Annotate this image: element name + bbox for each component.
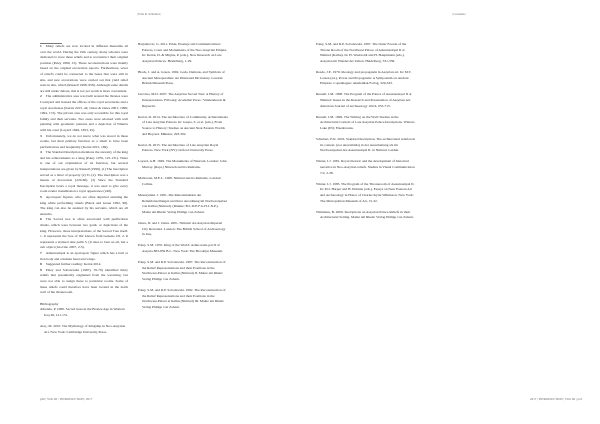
endnote-text: Unfortunately, we do not know what was stored in these rooms, but their primary function as a small to have been performances and hospitality (Kertai 2015, 169). bbox=[40, 133, 128, 149]
references-list-middle bbox=[138, 42, 228, 311]
endnote-number: 1 bbox=[40, 44, 42, 48]
reference-entry: Paley, S.M. and R.P. Sobolewski. 1987. The Reconstruction of the Relief Representations and their Positions in the Northwest-Palace at Kalhu (Nimrud) II. Mainz am Rhein: Verlag Philipp von Zabern. bbox=[138, 260, 226, 281]
running-head-right: | Contents | bbox=[452, 12, 467, 16]
running-head-left: | Erik R. Schubert | bbox=[137, 12, 162, 16]
endnote-number: 9 bbox=[40, 267, 42, 272]
endnote-text: Suggested further reading: Kertai 2014. bbox=[45, 262, 102, 267]
endnotes-list bbox=[40, 44, 128, 296]
endnote bbox=[40, 268, 128, 296]
reference-entry: Reade, J.E. 1979. Ideology and propaganda in Assyrian art. In: M.T. Larsen (ed.), Power and Propaganda: A Symposium on Ancient Empires. Copenhagen: Akademisk Forlag, 329-343. bbox=[316, 69, 412, 86]
endnote-number: 5 bbox=[40, 195, 42, 200]
reference-entry: Meuszyński, J. 1981. Die Rekonstruktion der Reliefdarstellungen und ihrer Anordnung im Nordwestpalast von Kalhu (Nimrud). (Räume: B.C.D.E.F.G.H.L.N.P.). Mainz am Rhein: Verlag Philipp von Zabern. bbox=[138, 193, 227, 214]
endnote-text: Apotropaic figures, who are often depicted assisting the king while performing rituals (Black and Green 1992, 98). The king can also be assisted by his servants, which are all eunuchs. bbox=[40, 195, 128, 216]
reference-entry: Paley, S.M. 1976. King of the World: Ashur-nasir-pal II of Assyria 883-859 B.C. New York: The Brooklyn Museum. bbox=[138, 243, 223, 253]
endnote-number: 8 bbox=[40, 262, 42, 267]
endnote bbox=[40, 251, 128, 262]
reference-entry: Mallowan, M.E.L. 1966. Nimrud and its Remains. London: Collins. bbox=[138, 176, 222, 186]
bibliography-heading: Bibliography bbox=[40, 301, 59, 306]
endnote-number: 4 bbox=[40, 150, 42, 155]
endnote-number: 7 bbox=[40, 250, 42, 255]
footer-left: p20 | VOL III | INTRODUCTION | 2017 bbox=[40, 397, 93, 401]
reference-entry: Oates, D. and J. Oates. 2001. Nimrud: An Assyrian Imperial City Revealed. London: The British School of Archaeology in Iraq. bbox=[138, 221, 226, 237]
reference-entry: Kertai, D. 2014. The Architecture of Community. Achievements of Late Assyrian Palaces. In: Gaspa, S. et al. (eds.), From Source to History: Studies on Ancient Near Eastern Worlds and Beyond. Münster, 293-302. bbox=[138, 114, 228, 136]
endnote-text: The Standard Inscription mentions the ancestry of the king and his achievements as a king (Paley 1976, 125-131). There is one of our explanation of its function, but several interpretations are given by Russell (1999). (1) The inscription served as a label of property (2) To (2). The inscription was a means of decoration (220-60). (3) Since the Standard Inscription bears a royal message, it was used to give every room reader transmission a royal appearance (240). bbox=[40, 150, 128, 194]
endnote bbox=[40, 217, 128, 251]
reference-entry: Barjamovic, G. 2011. Pride, Prestige and Commemoration: Palaces, Court and Monuments of the Neo-Assyrian Empire. In: Kertai, D. & Miglus, P. (eds.), New Research on Late Assyrian Palaces. Heidelberg, 1-29. bbox=[138, 42, 228, 63]
endnote-text: The Sacred tree is often associated with purification rituals, which were between two genii, or depictions of the king. However, those interpretations of the Sacred Tree itself. 1. It represents the 'tree of life' known from Genesis 2:9. 2. It represents a stylised date palm 3. (It rises to bear us all, but a cult object (Giovino 2007, 2-3). bbox=[40, 217, 128, 250]
reference-entry: Paley, S.M. and R.P. Sobolewski. 1997. The Outer Facade of the Throne Room of the Northwest Palace of Ashurnasirpal II at Nimrud (Kalhu). In: H. Waetzoldt and H. Hauptmann (eds.), Assyrien im Wandel der Zeiten. Heidelberg, 331-336. bbox=[316, 42, 407, 63]
endnote-text: Many reliefs are now located in different museums all over the world. During the 19th century, many scholars were dedicated to trace these reliefs and to reconstruct their original position (Paley 1869, 15). These reconstructions were mainly based on the original excavation reports. Furthermore, sever of relief's could be connected to the bases that were still in situ, and new excavations were carried out that yield relief rests in situ, which (Russell 1998, 658). Although some details are still under debate, this is not yet worth is more convenient. bbox=[40, 44, 128, 93]
endnote bbox=[40, 150, 128, 195]
endnote bbox=[40, 195, 128, 217]
reference-entry: Kertai, D. 2015. The Architecture of Late Assyrian Royal Palaces. New York (NY): Oxford University Press. bbox=[138, 142, 219, 153]
bibliography-entry: Albenda, P. 1986. Sacred trees in the Bronze Age in Western Iraq 48, 121-151. bbox=[40, 307, 125, 317]
references-column-middle bbox=[138, 42, 228, 316]
endnote-text: Paley and Sobolewski (1987), 76-79) identified thirty reliefs that presumably originated from the westwing, but were not able to assign these to particular rooms. Some of these reliefs could therefore have been located in the north wall of the throneroom. bbox=[40, 267, 128, 295]
references-list-right bbox=[316, 42, 416, 221]
reference-entry: Winter, I.J. 1981. Royal rhetoric and the development of historical narrative in Neo-Assyrian reliefs. Studies in Visual Communication 7/2, 2-38. bbox=[316, 159, 415, 175]
bibliography-entry: Ataç, M. 2010. The Mythology of Kingship in Neo-Assyrian Art. New York: Cambridge University Press. bbox=[40, 324, 126, 334]
bibliography-list bbox=[40, 307, 128, 335]
reference-entry: Russell, J.M. 1998. The Program of the Palace of Assurnasirpal II at Nimrud: Issues in the Research and Presentation of Assyrian Art. American Journal of Archaeology 102/4, 655-715. bbox=[316, 92, 412, 108]
endnote-number: 6 bbox=[40, 217, 42, 222]
reference-entry: Wittmann, B. 2009. Inscriptions on Assyrian Palace Reliefs in their Architectural Setting. Mainz am Rhein: Verlag Philipp von Zabern. bbox=[316, 209, 415, 220]
reference-entry: Winter, I.J. 1983. The Program of the Throneroom of Assurnasirpal II. In: P.O. Harper and H. Pittman (eds.), Essays on Near Eastern Art and Archaeology in Honor of Charles Kyrle Wilkinson. New York: The Metropolitan Museum of Art, 15-32. bbox=[316, 181, 415, 203]
running-head bbox=[0, 12, 600, 22]
reference-entry: Black, J. and A. Green. 1992. Gods, Demons, and Symbols of Ancient Mesopotamia: An Illustrated Dictionary. London: British Museum Press. bbox=[138, 69, 225, 86]
reference-entry: Giovino, M.D. 2007. The Assyrian Sacred Tree: A History of Interpretations. Fribourg: Academic Press / Vandenhoeck & Ruprecht. bbox=[138, 92, 226, 108]
footer-right: 2017 | INTRODUCTION | VOL III | p21 bbox=[530, 397, 583, 401]
endnote-text: Ashurnasirpal is an apotropaic figure which has a bull or lion body and a human head and wings. bbox=[40, 250, 128, 261]
endnote bbox=[40, 94, 128, 133]
references-column-right bbox=[316, 42, 416, 227]
reference-entry: Schubert, E.R. 2016. Standard Inscription, The architectural relation in its context, (not unavailable) in der Ausarbeitung als im Nordwestpalast des Assurnasirpal II. in Nimrud. Leiden. bbox=[316, 137, 416, 153]
notes-column bbox=[40, 44, 128, 341]
endnote bbox=[40, 134, 128, 151]
endnote-text: The administrative area was built around the thrones were Courtyard and housed the offices of the royal secretaries and a royal storehouse (Kertai 2015, 44; Oates & Oates 2001; 1996; 1994, 172). The private area was only accessible for this royal family and their servants. Two areas were adorned with wall painting with geometric patterns and a depiction of Ninurta with his court (Layard 1849, 1853, 45). bbox=[40, 94, 128, 132]
endnote-number: 3 bbox=[40, 133, 42, 138]
reference-entry: Russell, J.M. 1999. The Writing on the Wall: Studies in the Architectural Context of Late Assyrian Palace Inscriptions. Winona Lake (IN): Eisenbrauns. bbox=[316, 114, 415, 130]
reference-entry: Layard, A.H. 1849. The Monuments of Nineveh. London: John Murray. (Repr.) Nineveh and its Remains. bbox=[138, 159, 227, 170]
endnote bbox=[40, 44, 128, 94]
endnote-number: 2 bbox=[40, 94, 42, 99]
reference-entry: Paley, S.M. and R.P. Sobolewski. 1992. The Reconstruction of the Relief Representations and their Positions in the Northwest-Palace at Kalhu (Nimrud) III. Mainz am Rhein: Verlag Philipp von Zabern. bbox=[138, 288, 226, 309]
